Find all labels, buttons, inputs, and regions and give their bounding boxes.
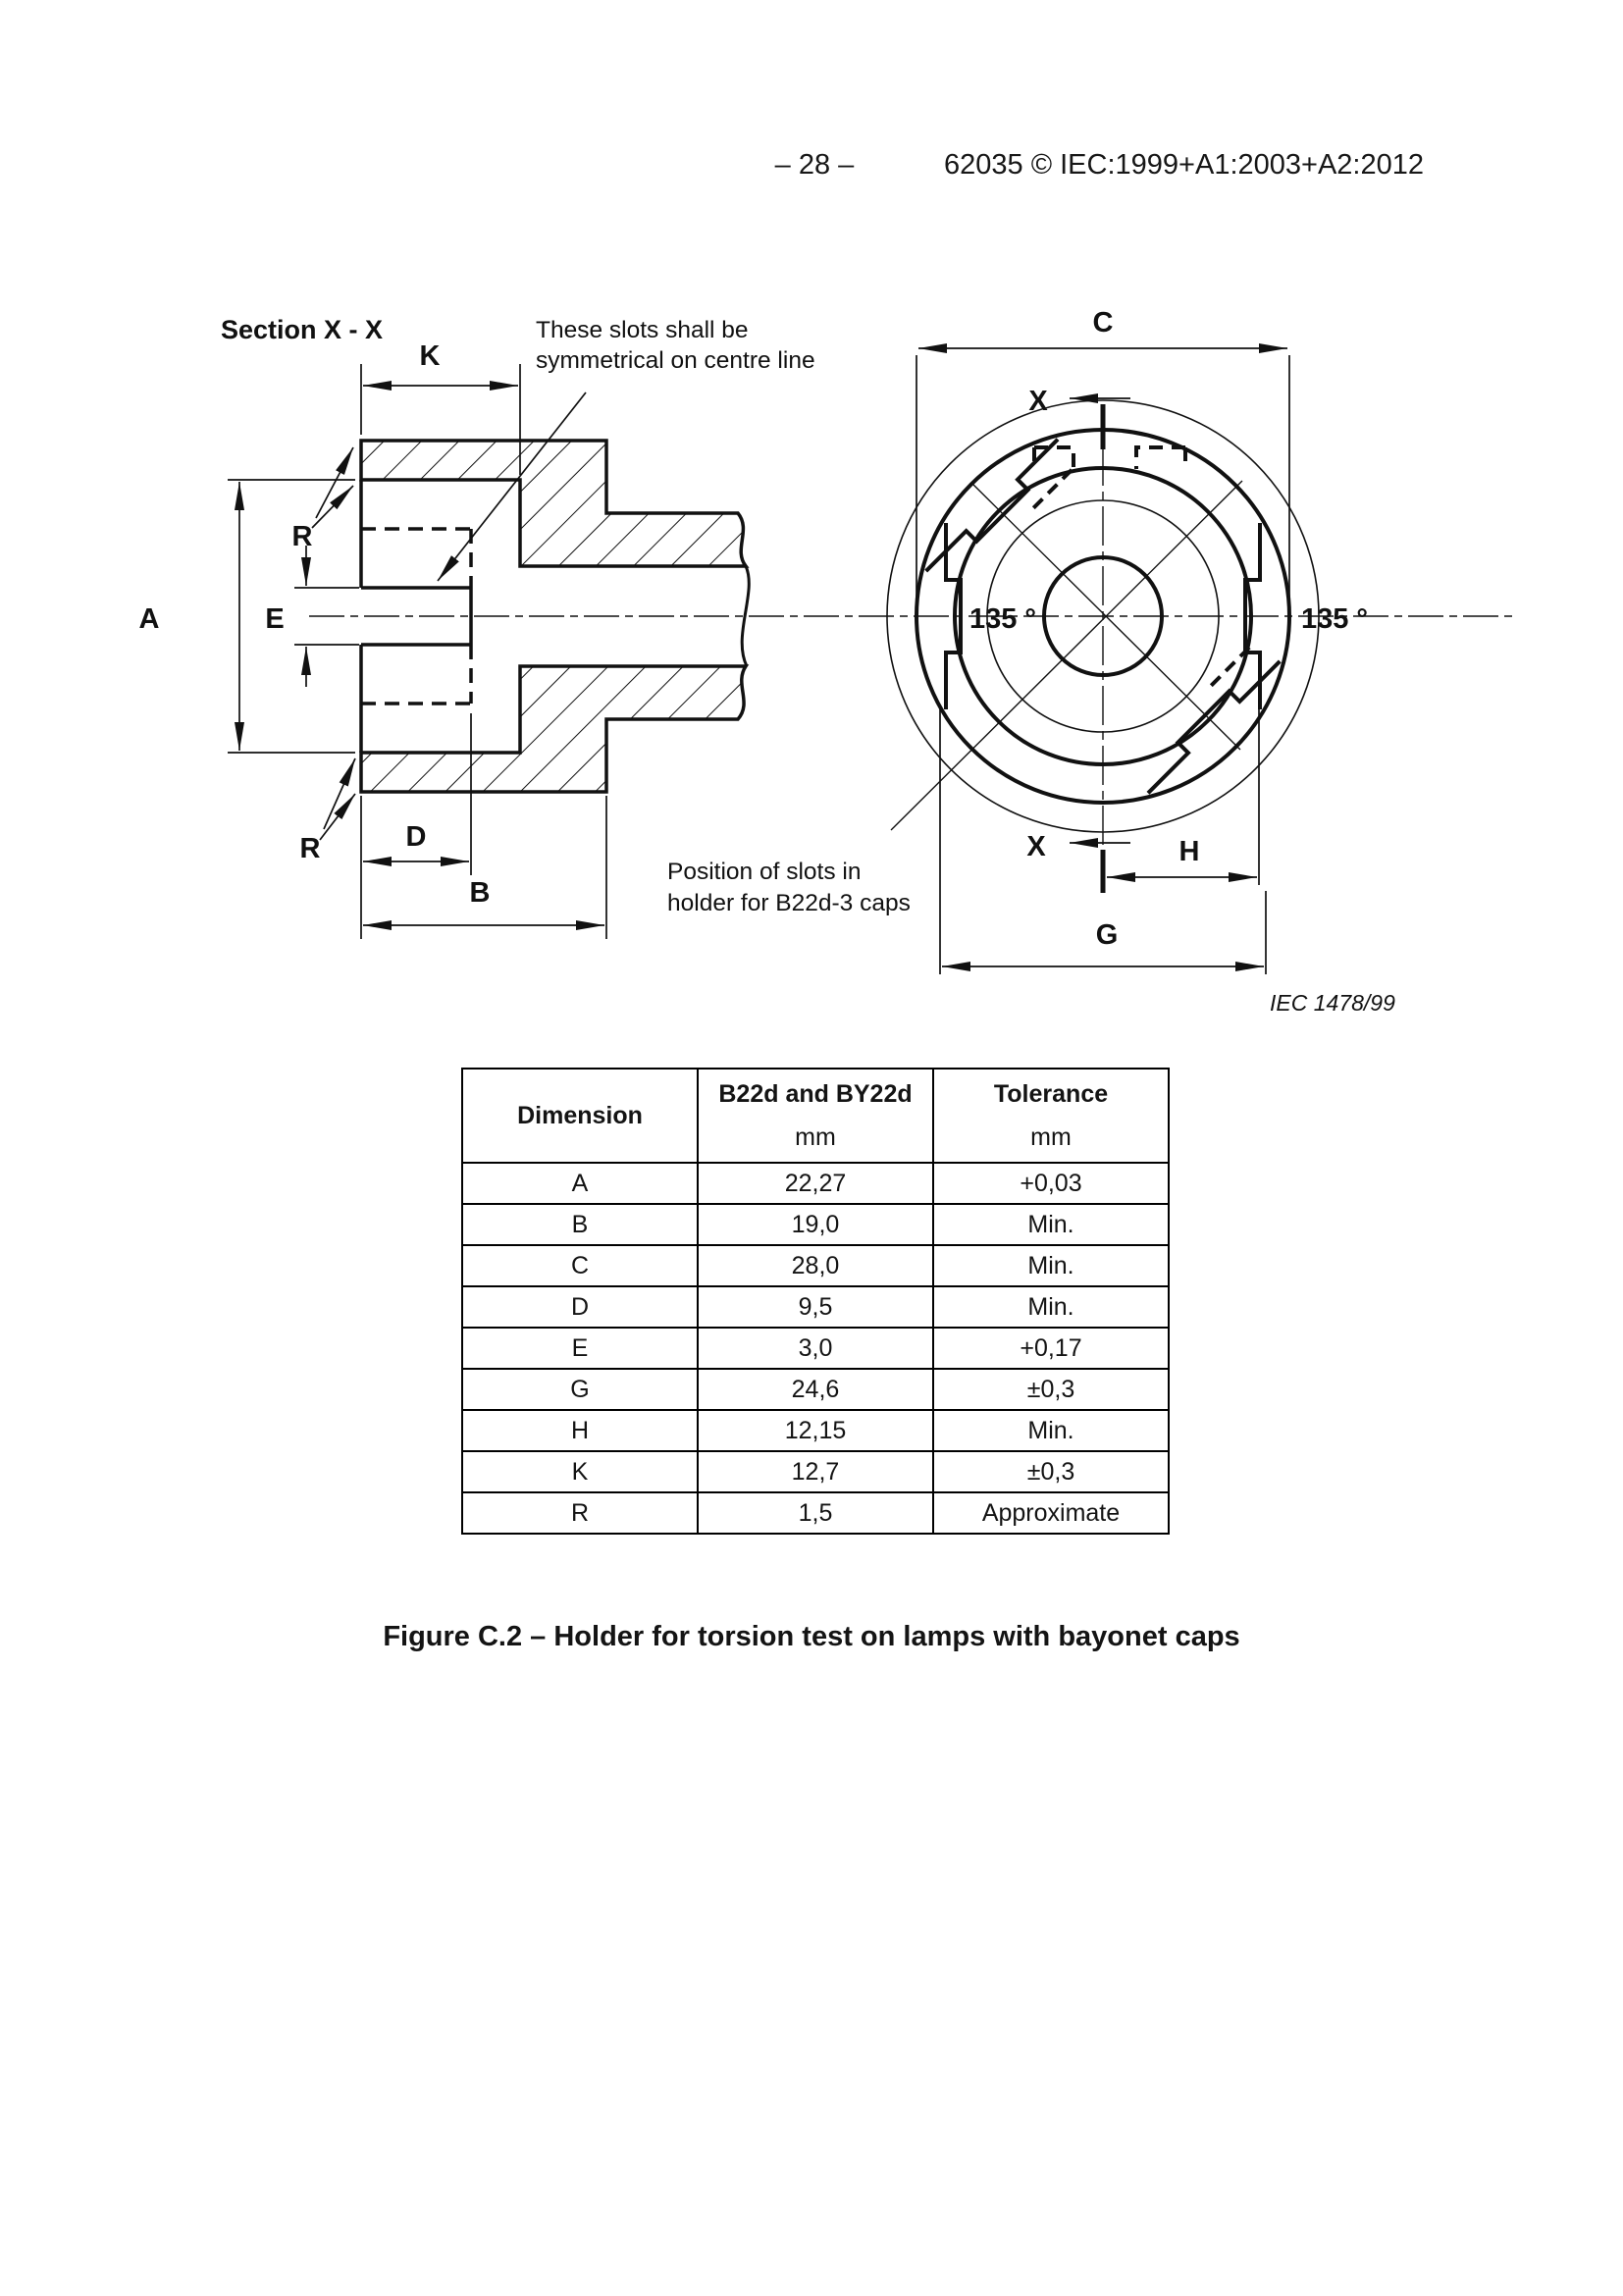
cell-dimension: G [462,1369,698,1410]
cell-tolerance: ±0,3 [933,1369,1169,1410]
cell-value: 24,6 [698,1369,933,1410]
cell-value: 12,15 [698,1410,933,1451]
table-row [462,1492,1169,1534]
hatch-region-top [361,441,746,566]
cell-value: 3,0 [698,1328,933,1369]
cell-dimension: A [462,1163,698,1204]
table-row [462,1410,1169,1451]
table-row [462,1286,1169,1328]
col-header-dimension-label: Dimension [517,1101,643,1129]
section-view [228,364,1516,939]
cut-plane-marks [1070,398,1130,893]
hidden-slot-bottom [361,645,471,704]
table-row [462,1451,1169,1492]
page-number: – 28 – [774,149,855,181]
table-row [462,1369,1169,1410]
col-header-dimension [462,1069,698,1163]
dim-label-a: A [138,603,160,635]
note-slots-line2: symmetrical on centre line [536,347,815,374]
cell-dimension: E [462,1328,698,1369]
dim-label-g: G [1095,919,1119,951]
break-line [742,566,749,666]
cell-tolerance: +0,03 [933,1163,1169,1204]
cell-tolerance: Min. [933,1286,1169,1328]
dim-label-r-top: R [291,521,313,552]
col-header-tolerance [933,1069,1169,1163]
section-label: Section X - X [221,315,384,344]
dim-label-e: E [265,603,285,635]
doc-reference: 62035 © IEC:1999+A1:2003+A2:2012 [944,149,1424,181]
cell-value: 28,0 [698,1245,933,1286]
dim-label-h: H [1178,836,1200,867]
dim-label-r-bottom: R [299,833,321,864]
cell-tolerance: Min. [933,1204,1169,1245]
drawing-reference: IEC 1478/99 [1270,990,1395,1016]
dim-label-c: C [1092,307,1114,339]
cut-label-x-bottom: X [1026,831,1046,862]
hidden-hook-top-right [1136,447,1185,469]
col-header-tolerance-unit: mm [1030,1122,1072,1151]
table-row [462,1328,1169,1369]
cell-tolerance: Min. [933,1245,1169,1286]
cell-tolerance: Approximate [933,1492,1169,1534]
table-row [462,1163,1169,1204]
angle-label-right: 135 ° [1300,603,1369,635]
hatch-region-bottom [361,666,746,792]
note-slots-line1: These slots shall be [536,317,749,343]
cell-dimension: D [462,1286,698,1328]
front-view [887,348,1319,974]
table-row [462,1204,1169,1245]
cell-value: 19,0 [698,1204,933,1245]
col-header-size [698,1069,933,1163]
col-header-tolerance-label: Tolerance [993,1079,1109,1108]
dim-label-d: D [405,821,427,853]
diagonal-lines [891,481,1242,830]
table-row [462,1245,1169,1286]
cell-dimension: R [462,1492,698,1534]
table-header-row [462,1069,1169,1163]
note-position-line1: Position of slots in [667,859,862,885]
cell-value: 12,7 [698,1451,933,1492]
cell-dimension: K [462,1451,698,1492]
dimension-table [461,1068,1170,1535]
dim-label-k: K [419,340,441,372]
cell-dimension: H [462,1410,698,1451]
cell-tolerance: Min. [933,1410,1169,1451]
cell-value: 9,5 [698,1286,933,1328]
cell-tolerance: ±0,3 [933,1451,1169,1492]
angle-label-left: 135 ° [969,603,1037,635]
cut-label-x-top: X [1028,386,1048,417]
cell-dimension: B [462,1204,698,1245]
cell-value: 22,27 [698,1163,933,1204]
cell-value: 1,5 [698,1492,933,1534]
col-header-size-label: B22d and BY22d [718,1079,913,1108]
cell-tolerance: +0,17 [933,1328,1169,1369]
dim-label-b: B [469,877,491,909]
figure-caption: Figure C.2 – Holder for torsion test on lamps with bayonet caps [383,1621,1240,1652]
col-header-size-unit: mm [795,1122,836,1151]
note-position-line2: holder for B22d-3 caps [667,890,911,916]
figure-c2-drawing [0,275,1623,1050]
cell-dimension: C [462,1245,698,1286]
